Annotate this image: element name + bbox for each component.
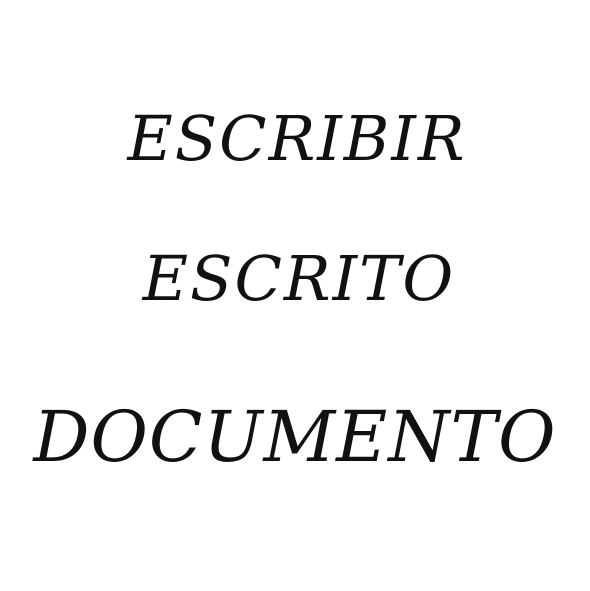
- word-escribir: ESCRIBIR: [127, 102, 467, 175]
- word-documento: DOCUMENTO: [33, 396, 557, 478]
- word-escrito: ESCRITO: [142, 242, 456, 315]
